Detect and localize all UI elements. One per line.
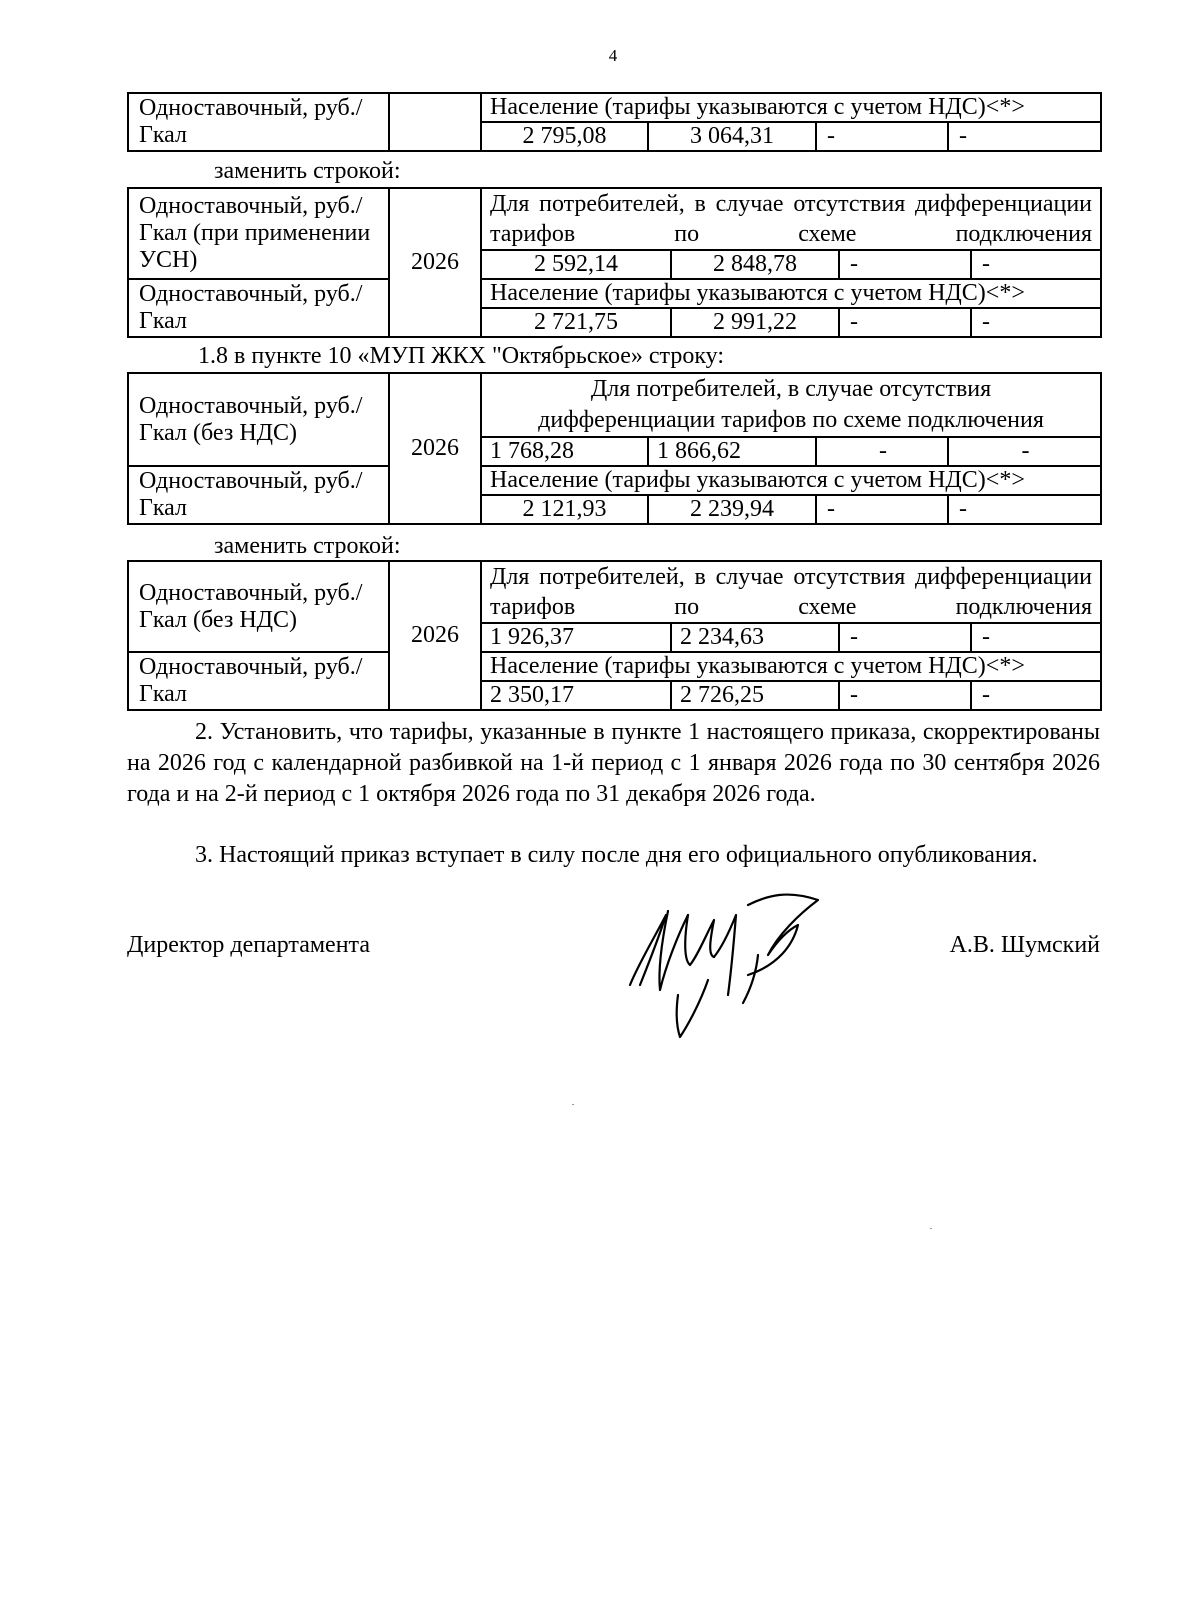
consumer-header: Для потребителей, в случае отсутствия дифференциации тарифов по схеме подключения	[481, 188, 1101, 250]
tariff-value: -	[948, 122, 1101, 151]
tariff-value: -	[971, 308, 1101, 337]
signatory-name: А.В. Шумский	[949, 932, 1100, 958]
consumer-header: Население (тарифы указываются с учетом НДС)<*>	[481, 279, 1101, 308]
tariff-label: Одноставочный, руб./Гкал (без НДС)	[128, 561, 389, 652]
tariff-table-old-fragment	[127, 92, 1102, 152]
tariff-value: 2 121,93	[481, 495, 648, 524]
tariff-value: 3 064,31	[648, 122, 816, 151]
tariff-label: Одноставочный, руб./Гкал	[128, 652, 389, 710]
year-cell: 2026	[389, 561, 481, 710]
tariff-label: Одноставочный, руб./Гкал (при применении УСН)	[128, 188, 389, 279]
paragraph-3: 3. Настоящий приказ вступает в силу после дня его официального опубликования.	[195, 842, 1038, 868]
tariff-value: 1 926,37	[481, 623, 671, 652]
paragraph-2: 2. Установить, что тарифы, указанные в пункте 1 настоящего приказа, скорректированы на 2026 год с календарной разбивкой на 1-й период с 1 января 2026 года по 30 сентября 2026 года и на 2-й период с 1 октября 2026 года по 31 декабря 2026 года.	[127, 719, 1100, 807]
tariff-label: Одноставочный, руб./Гкал (без НДС)	[128, 373, 389, 466]
tariff-value: -	[839, 681, 971, 710]
item-1-8: 1.8 в пункте 10 «МУП ЖКХ "Октябрьское» строку:	[198, 343, 724, 369]
tariff-value: -	[839, 623, 971, 652]
tariff-value: -	[839, 250, 971, 279]
year-cell: 2026	[389, 373, 481, 524]
tariff-value: -	[816, 122, 948, 151]
year-cell-empty	[389, 93, 481, 151]
tariff-value: -	[816, 437, 948, 466]
tariff-value: 2 350,17	[481, 681, 671, 710]
scan-speck	[930, 1228, 932, 1229]
signatory-title: Директор департамента	[127, 932, 370, 958]
tariff-label: Одноставочный, руб./Гкал	[128, 279, 389, 337]
tariff-value: 2 721,75	[481, 308, 671, 337]
tariff-table-old-2	[127, 372, 1102, 525]
tariff-label: Одноставочный, руб./Гкал	[128, 466, 389, 524]
tariff-value: -	[971, 681, 1101, 710]
scan-speck	[572, 1104, 574, 1105]
tariff-value: 1 768,28	[481, 437, 648, 466]
tariff-value: 2 234,63	[671, 623, 839, 652]
tariff-value: -	[839, 308, 971, 337]
tariff-table-new-2	[127, 560, 1102, 711]
tariff-value: -	[971, 250, 1101, 279]
handwritten-signature	[618, 885, 828, 1045]
consumer-header-line: Для потребителей, в случае отсутствия	[590, 376, 992, 402]
tariff-label: Одноставочный, руб./Гкал	[128, 93, 389, 151]
consumer-header-line: дифференциации тарифов по схеме подключения	[538, 407, 1044, 433]
tariff-value: -	[816, 495, 948, 524]
replace-note: заменить строкой:	[214, 533, 401, 559]
tariff-value: -	[948, 437, 1101, 466]
replace-note: заменить строкой:	[214, 158, 401, 184]
tariff-value: 2 726,25	[671, 681, 839, 710]
consumer-header	[481, 373, 1101, 437]
tariff-value: 2 848,78	[671, 250, 839, 279]
year-cell: 2026	[389, 188, 481, 337]
tariff-value: 2 239,94	[648, 495, 816, 524]
tariff-value: 2 592,14	[481, 250, 671, 279]
tariff-value: 1 866,62	[648, 437, 816, 466]
page-number: 4	[608, 46, 618, 65]
consumer-header: Население (тарифы указываются с учетом НДС)<*>	[481, 93, 1101, 122]
tariff-value: -	[948, 495, 1101, 524]
tariff-value: 2 795,08	[481, 122, 648, 151]
consumer-header: Население (тарифы указываются с учетом НДС)<*>	[481, 466, 1101, 495]
tariff-value: -	[971, 623, 1101, 652]
consumer-header: Для потребителей, в случае отсутствия дифференциации тарифов по схеме подключения	[481, 561, 1101, 623]
consumer-header: Население (тарифы указываются с учетом НДС)<*>	[481, 652, 1101, 681]
tariff-table-new-1	[127, 187, 1102, 338]
tariff-value: 2 991,22	[671, 308, 839, 337]
